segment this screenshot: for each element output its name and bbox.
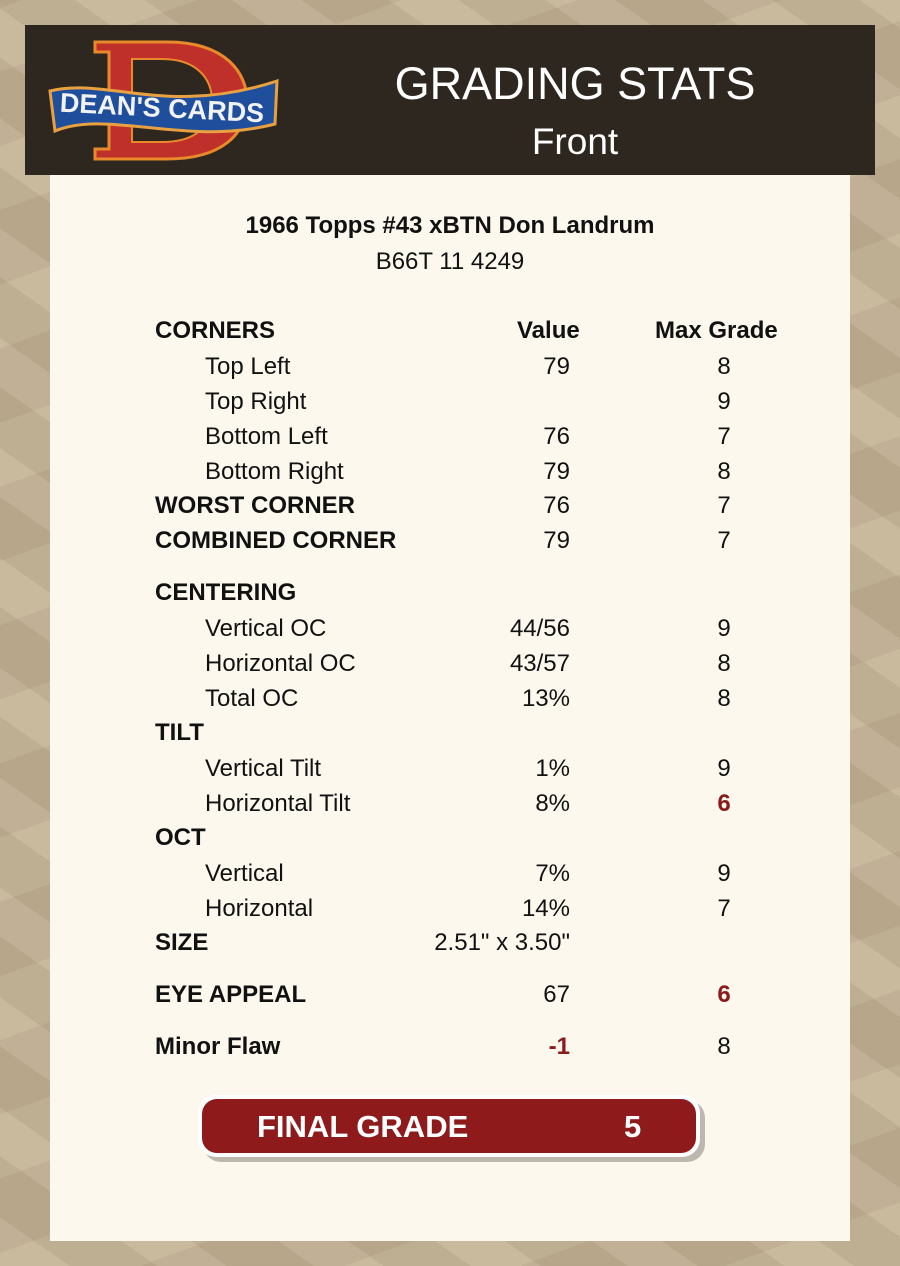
stat-value: 67 [543, 981, 570, 1008]
stat-value: -1 [548, 1033, 570, 1060]
page-title: GRADING STATS [394, 58, 756, 109]
stat-row [0, 790, 900, 820]
stat-row [0, 685, 900, 715]
stat-label: Top Left [205, 353, 291, 380]
stat-max-grade: 8 [717, 1033, 731, 1060]
stat-label: Top Right [205, 388, 307, 415]
stat-max-grade: 7 [717, 423, 731, 450]
card-name: 1966 Topps #43 xBTN Don Landrum [245, 212, 655, 239]
stat-value: 8% [535, 790, 570, 817]
final-grade-badge [198, 1095, 700, 1157]
stat-row [0, 719, 900, 749]
stat-label: Vertical OC [205, 615, 327, 642]
stat-label: Minor Flaw [155, 1033, 281, 1060]
stat-row [0, 824, 900, 854]
stat-label: SIZE [155, 929, 209, 956]
stat-row [0, 755, 900, 785]
stat-value: 76 [543, 423, 570, 450]
page-subtitle: Front [531, 121, 619, 162]
deans-cards-logo [47, 39, 282, 161]
stat-row [0, 527, 900, 557]
stat-row [0, 929, 900, 959]
stat-label: WORST CORNER [155, 492, 355, 519]
stat-max-grade: 7 [717, 895, 731, 922]
stat-label: Vertical [205, 860, 284, 887]
stat-label: Bottom Right [205, 458, 344, 485]
stat-label: COMBINED CORNER [155, 527, 397, 554]
stat-value: 1% [535, 755, 570, 782]
stat-value: 79 [543, 527, 570, 554]
stat-value: 79 [543, 353, 570, 380]
stat-label: TILT [155, 719, 204, 746]
cert-number: B66T 11 4249 [375, 248, 525, 275]
stat-value: 14% [521, 895, 570, 922]
stat-label: EYE APPEAL [155, 981, 307, 1008]
stat-max-grade: 7 [717, 527, 731, 554]
header-banner [25, 25, 875, 175]
stat-max-grade: 8 [717, 650, 731, 677]
stat-max-grade: 8 [717, 458, 731, 485]
stat-label: CENTERING [155, 579, 297, 606]
value-column-header: Value [517, 317, 580, 344]
stat-max-grade: 9 [717, 388, 731, 415]
stat-label: CORNERS [155, 317, 276, 344]
final-grade-label: FINAL GRADE [257, 1109, 469, 1144]
stat-label: OCT [155, 824, 206, 851]
svg-text:DEAN'S CARDS: DEAN'S CARDS [59, 87, 265, 129]
stat-label: Horizontal OC [205, 650, 356, 677]
max-grade-column-header: Max Grade [655, 317, 778, 344]
stat-value: 79 [543, 458, 570, 485]
stat-row [0, 650, 900, 680]
stat-row [0, 317, 900, 347]
stat-label: Vertical Tilt [205, 755, 322, 782]
stat-max-grade: 8 [717, 685, 731, 712]
stat-value: 44/56 [509, 615, 570, 642]
stat-max-grade: 7 [717, 492, 731, 519]
stat-row [0, 579, 900, 609]
stat-max-grade: 9 [717, 860, 731, 887]
stat-label: Total OC [205, 685, 299, 712]
stat-row [0, 423, 900, 453]
stat-value: 13% [521, 685, 570, 712]
stat-row [0, 458, 900, 488]
stat-row [0, 860, 900, 890]
stat-max-grade: 8 [717, 353, 731, 380]
stat-value: 43/57 [509, 650, 570, 677]
stat-label: Horizontal Tilt [205, 790, 351, 817]
stat-value: 7% [535, 860, 570, 887]
stat-row [0, 353, 900, 383]
stat-max-grade: 9 [717, 615, 731, 642]
final-grade-value: 5 [624, 1109, 642, 1144]
stat-max-grade: 6 [717, 981, 731, 1008]
stat-max-grade: 6 [717, 790, 731, 817]
stat-value: 2.51" x 3.50" [434, 929, 570, 956]
stat-max-grade: 9 [717, 755, 731, 782]
stat-label: Horizontal [205, 895, 314, 922]
stat-row [0, 895, 900, 925]
stat-row [0, 981, 900, 1011]
stat-row [0, 492, 900, 522]
stat-row [0, 1033, 900, 1063]
stat-label: Bottom Left [205, 423, 328, 450]
stat-row [0, 388, 900, 418]
stat-row [0, 615, 900, 645]
stat-value: 76 [543, 492, 570, 519]
